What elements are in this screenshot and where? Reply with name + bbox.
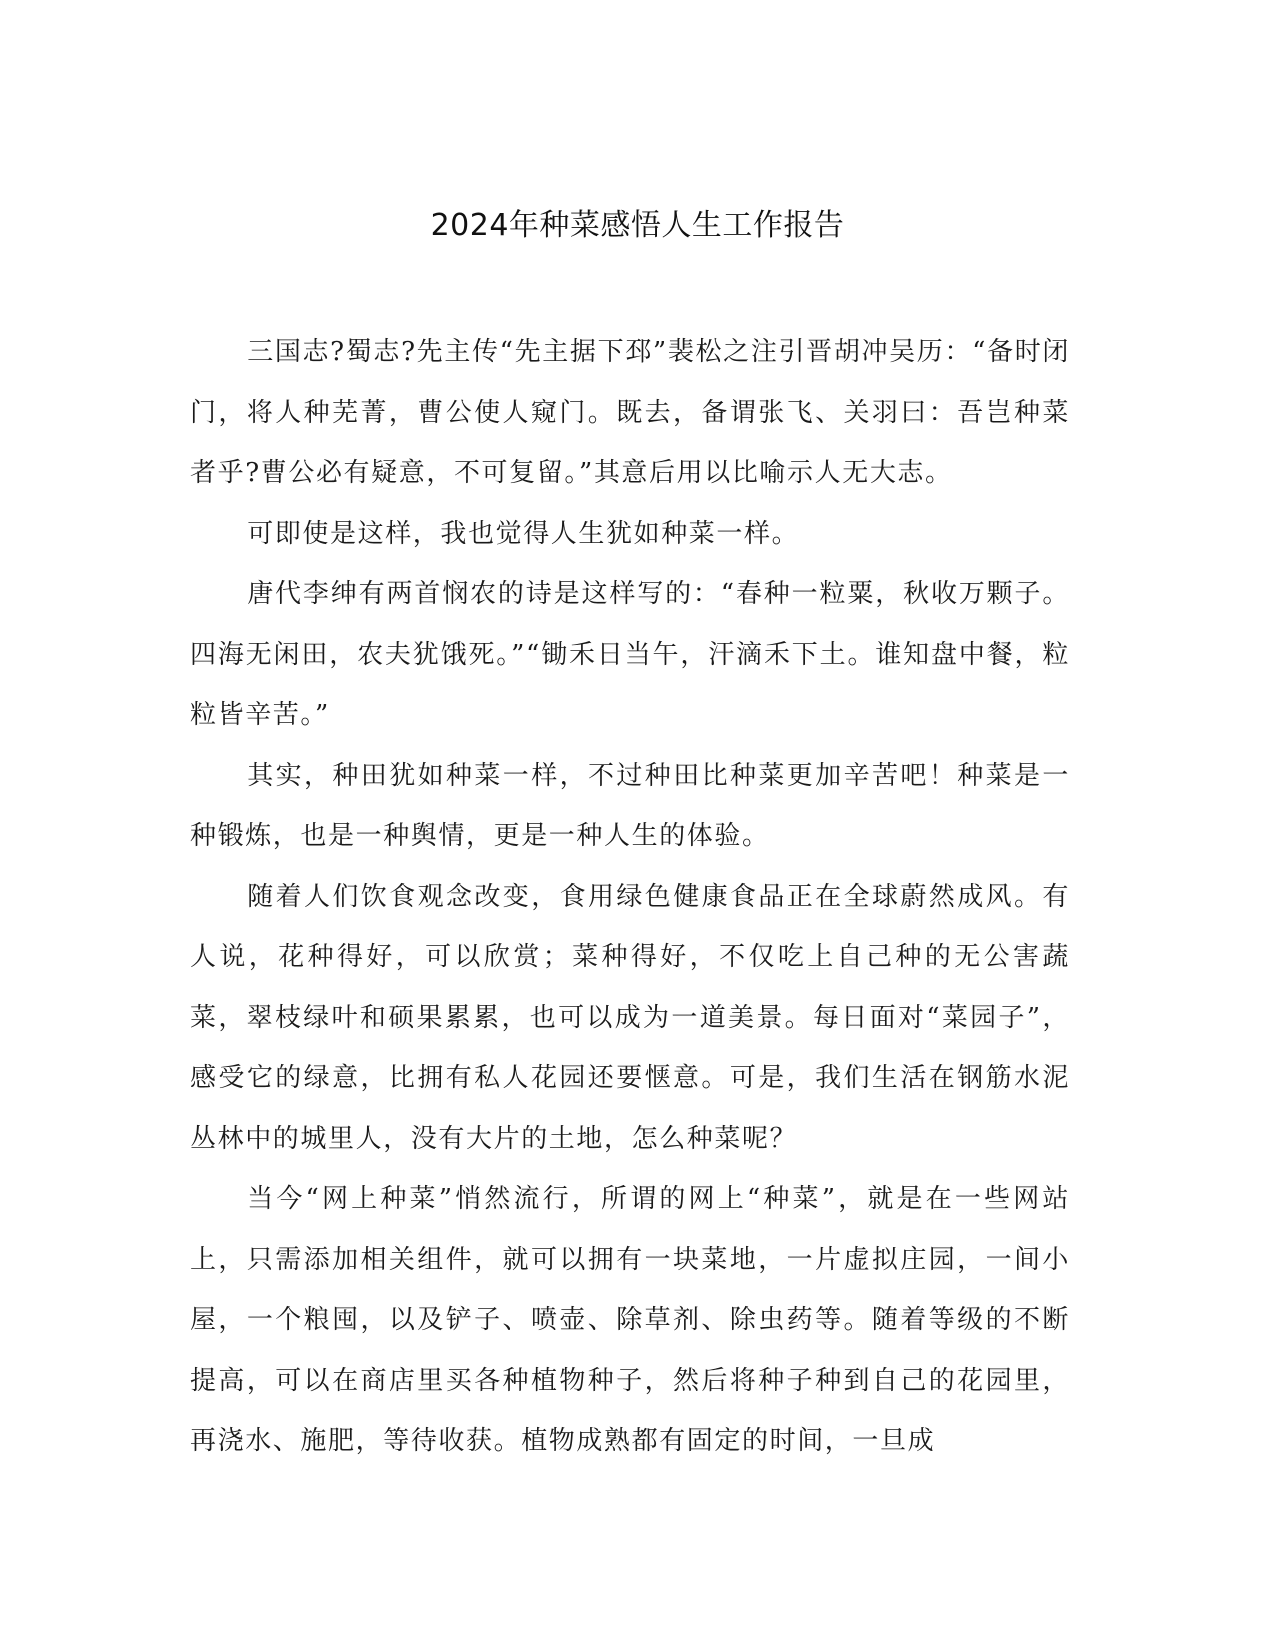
paragraph: 当今“网上种菜”悄然流行，所谓的网上“种菜”，就是在一些网站上，只需添加相关组件，就可以拥有一块菜地，一片虚拟庄园，一间小屋，一个粮囤，以及铲子、喷壶、除草剂、除虫药等。随着等级的不断提高，可以在商店里买各种植物种子，然后将种子种到自己的花园里，再浇水、施肥，等待收获。植物成熟都有固定的时间，一旦成 [190,1184,1070,1456]
paragraph: 其实，种田犹如种菜一样，不过种田比种菜更加辛苦吧！种菜是一种锻炼，也是一种舆情，更是一种人生的体验。 [190,760,1070,851]
document-title: 2024年种菜感悟人生工作报告 [430,208,845,243]
paragraph: 唐代李绅有两首悯农的诗是这样写的：“春种一粒粟，秋收万颗子。四海无闲田，农夫犹饿死。”“锄禾日当午，汗滴禾下土。谁知盘中餐，粒粒皆辛苦。” [190,579,1070,730]
paragraph: 可即使是这样，我也觉得人生犹如种菜一样。 [247,518,800,549]
paragraph: 三国志?蜀志?先主传“先主据下邳”裴松之注引晋胡冲吴历：“备时闭门，将人种芜菁，曹公使人窥门。既去，备谓张飞、关羽曰：吾岂种菜者乎?曹公必有疑意，不可复留。”其意后用以比喻示人无大志。 [190,337,1070,488]
document-body [190,322,1070,1472]
paragraph: 随着人们饮食观念改变，食用绿色健康食品正在全球蔚然成风。有人说，花种得好，可以欣赏；菜种得好，不仅吃上自己种的无公害蔬菜，翠枝绿叶和硕果累累，也可以成为一道美景。每日面对“菜园子”，感受它的绿意，比拥有私人花园还要惬意。可是，我们生活在钢筋水泥丛林中的城里人，没有大片的土地，怎么种菜呢？ [190,881,1070,1154]
